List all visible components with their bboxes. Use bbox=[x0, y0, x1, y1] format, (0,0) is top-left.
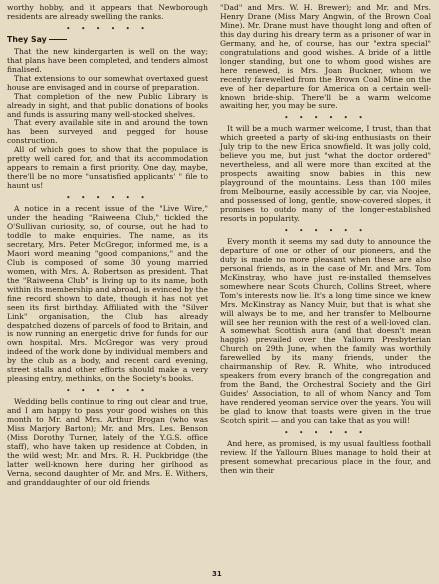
section-separator: • • • • • • bbox=[66, 193, 149, 203]
wedding-bells-paragraph: Wedding bells continue to ring out clear and true, and I am happy to pass your good wishes on this month to Mr. and Mrs. Arthur Brogan (who was Miss Marjory Barton); Mr. and Mrs. Les. Benson (Miss Dorothy Turner, lately of the Y.G.S. office staff), who have taken up residence at Cobden, in the wild west; Mr. and Mrs. R. H. Puckbridge (the latter well-known here during her girlhood as Verna, second daughter of Mr. and Mrs. E. Withers, and granddaughter of our old friends bbox=[7, 397, 208, 487]
they-say-paragraph-2: That extensions to our somewhat overtaxed guest house are envisaged and in course of preparation. bbox=[7, 73, 208, 92]
left-intro-paragraph: worthy hobby, and it appears that Newborough residents are already swelling the ranks. bbox=[7, 3, 208, 21]
left-column bbox=[7, 4, 208, 488]
section-separator: • • • • • • bbox=[284, 225, 367, 235]
they-say-paragraph-5: All of which goes to show that the populace is pretty well cared for, and that its accommodation appears to remain a first priority. One day, maybe, there'll be no more "unsatisfied applicants' " file to haunt us! bbox=[7, 145, 208, 191]
they-say-paragraph-1: That the new kindergarten is well on the way; that plans have been completed, and tenders almost finalised. bbox=[7, 46, 208, 74]
right-intro-paragraph: "Dad" and Mrs. W. H. Brewer); and Mr. and Mrs. Henry Drane (Miss Mary Angwin, of the Brown Coal Mine). Mr. Drane must have thought long and often of this day during his dreary term as a prisoner of war in Germany, and he, of course, has our "extra special" congratulations and good wishes. A bride of a little longer standing, but one to whom good wishes are here renewed, is Mrs. Joan Buckner, whom we recently farewelled from the Brown Coal Mine on the eve of her departure for America on a certain well-known bride-ship. There'll be a warm welcome awaiting her, you may be sure. bbox=[220, 3, 431, 111]
section-separator: • • • • • • bbox=[66, 386, 149, 396]
right-column bbox=[220, 4, 431, 476]
section-separator: • • • • • • bbox=[66, 23, 149, 33]
section-heading bbox=[7, 36, 208, 45]
page-number: 31 bbox=[212, 570, 222, 578]
football-paragraph: And here, as promised, is my usual faultless football review. If the Yallourn Blues manage to hold their at present somewhat precarious place in the four, and then win their bbox=[220, 438, 431, 475]
heading-dash bbox=[49, 39, 67, 40]
raiweena-club-paragraph: A notice in a recent issue of the "Live Wire," under the heading "Raiweena Club," tickled the O'Sullivan curiosity, so, of course, out he had to toddle to make enquiries. The name, as its secretary, Mrs. Peter McGregor, informed me, is a Maori word meaning "good companions," and the Club is composed of some 30 young married women, with Mrs. A. Robertson as president. That the "Raiweena Club" is living up to its name, both within its membership and abroad, is evinced by the fine record shown to date, though it has not yet seen its first birthday. Affiliated with the "Silver Link" organisation, the Club has already despatched dozens of parcels of food to Britain, and is now running an energetic drive for funds for our own hospital. Mrs. McGregor was very proud indeed of the work done by individual members and by the club as a body, and recent card evening, street stalls and other efforts should make a very pleasing entry, methinks, on the Society's books. bbox=[7, 204, 208, 384]
they-say-heading: They Say bbox=[7, 34, 47, 44]
they-say-paragraph-4: That every available site in and around the town has been surveyed and pegged for house construction. bbox=[7, 118, 208, 146]
farewell-paragraph: Every month it seems my sad duty to announce the departure of one or other of our pioneers, and the duty is made no more pleasant when these are also personal friends, as in the case of Mr. and Mrs. Tom McKinstray, who have just re-installed themselves somewhere near Scots Church, Collins Street, where Tom's interests now lie. It's a long time since we knew Mrs. McKinstray as Nancy Muir, but that is what she will always be to me, and her transfer to Melbourne will see her reunion with the rest of a well-loved clan. A somewhat Scottish aura (and that doesn't mean haggis) prevailed over the Yallourn Presbyterian Church on 29th June, when the family was worthily farewelled by its many friends, under the chairmanship of Rev. R. White, who introduced speakers from every branch of the congregation and from the Band, the Orchestral Society and the Girl Guides' Association, to all of whom Nancy and Tom have rendered yeoman service over the years. You will be glad to know that toasts were given in the true Scotch spirit — and you can take that as you will! bbox=[220, 236, 431, 425]
section-separator: • • • • • • bbox=[284, 427, 367, 437]
they-say-paragraph-3: That completion of the new Public Library is already in sight, and that public donations of books and funds is assuring many well-stocked shelves. bbox=[7, 91, 208, 119]
section-separator: • • • • • • bbox=[284, 113, 367, 123]
ski-trip-paragraph: It will be a much warmer welcome, I trust, than that which greeted a party of ski-ing enthusiasts on their July trip to the new Erica snowfield. It was jolly cold, believe you me, but just "what the doctor ordered" nevertheless, and all were more than excited at the prospects awaiting snow babies in this new playground of the mountains. Less than 100 miles from Melbourne, easily accessible by car, via Noojee, and possessed of long, gentle, snow-covered slopes, it promises to outdo many of the longer-established resorts in popularity. bbox=[220, 124, 431, 223]
